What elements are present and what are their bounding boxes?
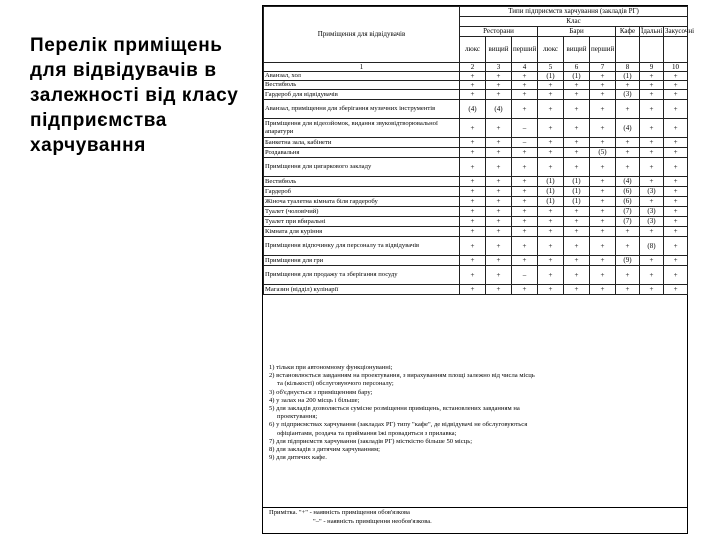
availability-cell: + xyxy=(512,158,538,177)
availability-cell: (8) xyxy=(640,237,664,256)
table-row xyxy=(264,227,688,237)
availability-cell: + xyxy=(616,148,640,158)
footnote xyxy=(263,413,687,421)
room-name: Туалет (чоловічий) xyxy=(264,207,460,217)
group-cafe: Кафе xyxy=(616,27,640,37)
availability-cell: + xyxy=(486,81,512,90)
availability-cell: + xyxy=(460,217,486,227)
availability-cell: + xyxy=(640,100,664,119)
footnote-mark: 6) xyxy=(269,421,275,429)
availability-cell: + xyxy=(640,90,664,100)
availability-cell: + xyxy=(460,72,486,81)
availability-cell: (1) xyxy=(538,197,564,207)
group-restaurants: Ресторани xyxy=(460,27,538,37)
table-row xyxy=(264,100,688,119)
availability-cell: + xyxy=(460,237,486,256)
slide-title: Перелік приміщень для відвідувачів в залежності від класу підприємства харчування xyxy=(30,35,239,156)
room-name: Жіноча туалетна кімната біля гардеробу xyxy=(264,197,460,207)
availability-cell: + xyxy=(590,138,616,148)
availability-cell: + xyxy=(640,285,664,295)
availability-cell: + xyxy=(460,177,486,187)
table-row xyxy=(264,72,688,81)
class-cell: люкс xyxy=(460,37,486,63)
availability-cell: (1) xyxy=(564,187,590,197)
availability-cell: + xyxy=(486,217,512,227)
room-name: Приміщення для продажу та зберігання посуду xyxy=(264,266,460,285)
group-snackbars: Закусочні xyxy=(665,27,695,35)
availability-cell: + xyxy=(460,266,486,285)
class-header: Клас xyxy=(460,17,688,27)
availability-cell: (1) xyxy=(616,72,640,81)
availability-cell: + xyxy=(486,119,512,138)
availability-cell: + xyxy=(640,177,664,187)
room-name: Роздавальня xyxy=(264,148,460,158)
availability-cell: + xyxy=(640,138,664,148)
table-row xyxy=(264,197,688,207)
table-row xyxy=(264,158,688,177)
class-cell: перший xyxy=(590,37,616,63)
room-name: Аванзал, приміщення для зберігання музичних інструментів xyxy=(264,100,460,119)
availability-cell: + xyxy=(460,119,486,138)
availability-cell: + xyxy=(512,100,538,119)
availability-cell: – xyxy=(512,138,538,148)
footnote-mark: 1) xyxy=(269,364,275,371)
availability-cell: + xyxy=(616,138,640,148)
availability-cell: + xyxy=(486,72,512,81)
availability-cell: + xyxy=(512,237,538,256)
rooms-table xyxy=(263,6,695,295)
availability-cell: + xyxy=(486,207,512,217)
table-row xyxy=(264,148,688,158)
col-number: 5 xyxy=(538,63,564,72)
footnote-text: проектування; xyxy=(277,413,318,421)
footnote xyxy=(263,421,687,429)
availability-cell: + xyxy=(538,256,564,266)
footnote xyxy=(263,430,687,438)
availability-cell: + xyxy=(590,237,616,256)
availability-cell: + xyxy=(538,217,564,227)
table-row xyxy=(264,177,688,187)
class-cell: вищий xyxy=(486,37,512,63)
room-name: Приміщення відпочинку для персоналу та відвідувачів xyxy=(264,237,460,256)
availability-cell: + xyxy=(512,207,538,217)
availability-cell: + xyxy=(590,72,616,81)
availability-cell: + xyxy=(564,256,590,266)
availability-cell: + xyxy=(590,81,616,90)
table-row xyxy=(264,187,688,197)
availability-cell: + xyxy=(564,138,590,148)
footnote-mark: 2) xyxy=(269,372,275,380)
availability-cell: + xyxy=(460,90,486,100)
availability-cell: (1) xyxy=(538,72,564,81)
availability-cell: + xyxy=(512,227,538,237)
room-name: Туалет при вбиральні xyxy=(264,217,460,227)
availability-cell: (4) xyxy=(460,100,486,119)
room-name: Банкетна зала, кабінети xyxy=(264,138,460,148)
availability-cell: – xyxy=(512,119,538,138)
availability-cell: + xyxy=(538,285,564,295)
availability-cell: + xyxy=(512,90,538,100)
table-row xyxy=(264,256,688,266)
availability-cell: + xyxy=(664,227,688,237)
availability-cell: + xyxy=(460,197,486,207)
footnote-mark: 5) xyxy=(269,405,275,413)
room-name: Гардероб xyxy=(264,187,460,197)
footnote-mark: 7) xyxy=(269,437,275,445)
availability-cell: + xyxy=(538,100,564,119)
footnote xyxy=(263,372,687,380)
availability-cell: + xyxy=(486,266,512,285)
availability-cell: + xyxy=(664,177,688,187)
col-number: 2 xyxy=(460,63,486,72)
availability-cell: (1) xyxy=(564,197,590,207)
availability-cell: + xyxy=(564,285,590,295)
availability-cell: + xyxy=(640,72,664,81)
footnote xyxy=(263,364,687,372)
remark-label: Примітка. xyxy=(269,509,298,516)
document-page xyxy=(262,5,695,534)
footnote xyxy=(263,438,687,446)
availability-cell: + xyxy=(486,227,512,237)
availability-cell: (6) xyxy=(616,187,640,197)
table-row xyxy=(264,266,688,285)
footnote xyxy=(263,446,687,454)
table-row xyxy=(264,119,688,138)
room-name: Гардероб для відвідувачів xyxy=(264,90,460,100)
availability-cell: + xyxy=(538,266,564,285)
availability-cell: + xyxy=(486,187,512,197)
availability-cell: (4) xyxy=(486,100,512,119)
room-column-header: Приміщення для відвідувачів xyxy=(264,7,460,63)
availability-cell: + xyxy=(664,266,688,285)
availability-cell: + xyxy=(512,177,538,187)
availability-cell: + xyxy=(538,81,564,90)
availability-cell: + xyxy=(564,100,590,119)
col-number: 3 xyxy=(486,63,512,72)
availability-cell: + xyxy=(590,158,616,177)
col-number: 8 xyxy=(616,63,640,72)
footnote-text: у підприємствах харчування (закладах РГ) типу "кафе", де відвідувачі не обслуговуються xyxy=(276,421,528,429)
class-cell xyxy=(616,37,640,63)
footnote-text: об'єднується з приміщенням бару; xyxy=(276,388,373,396)
types-header: Типи підприємств харчування (закладів РГ) xyxy=(460,7,688,17)
col-number: 7 xyxy=(590,63,616,72)
col-number: 6 xyxy=(564,63,590,72)
availability-cell: + xyxy=(512,285,538,295)
availability-cell: + xyxy=(486,197,512,207)
availability-cell: + xyxy=(512,197,538,207)
availability-cell: + xyxy=(460,138,486,148)
availability-cell: (4) xyxy=(616,177,640,187)
availability-cell: + xyxy=(640,197,664,207)
availability-cell: + xyxy=(664,119,688,138)
availability-cell: + xyxy=(590,100,616,119)
availability-cell: + xyxy=(590,227,616,237)
class-cell: люкс xyxy=(538,37,564,63)
availability-cell: + xyxy=(512,256,538,266)
room-name: Кімната для куріння xyxy=(264,227,460,237)
footnote-text: у залах на 200 місць і більше; xyxy=(276,396,360,404)
availability-cell: + xyxy=(486,148,512,158)
availability-cell: + xyxy=(640,81,664,90)
footnote-text: для закладів з дитячим харчуванням; xyxy=(276,446,380,454)
class-cell: перший xyxy=(512,37,538,63)
availability-cell: + xyxy=(664,285,688,295)
availability-cell: + xyxy=(460,256,486,266)
availability-cell: (7) xyxy=(616,217,640,227)
remark-block xyxy=(263,507,687,532)
availability-cell: + xyxy=(590,266,616,285)
availability-cell: + xyxy=(538,119,564,138)
footnote-mark: 9) xyxy=(269,454,275,462)
group-bars: Бари xyxy=(538,27,616,37)
availability-cell: + xyxy=(460,148,486,158)
availability-cell: + xyxy=(564,158,590,177)
availability-cell: + xyxy=(460,285,486,295)
footnote-text: для дитячих кафе. xyxy=(276,454,327,462)
availability-cell: + xyxy=(486,158,512,177)
availability-cell: + xyxy=(564,266,590,285)
availability-cell: + xyxy=(512,217,538,227)
availability-cell: + xyxy=(538,158,564,177)
table-row xyxy=(264,81,688,90)
availability-cell: + xyxy=(590,207,616,217)
availability-cell: + xyxy=(664,217,688,227)
room-name: Приміщення для гри xyxy=(264,256,460,266)
footnote xyxy=(263,397,687,405)
availability-cell: (5) xyxy=(590,148,616,158)
availability-cell: + xyxy=(564,119,590,138)
table-row xyxy=(264,237,688,256)
availability-cell: + xyxy=(590,217,616,227)
availability-cell: + xyxy=(564,148,590,158)
availability-cell: + xyxy=(590,197,616,207)
availability-cell: + xyxy=(590,90,616,100)
footnote-mark: 8) xyxy=(269,446,275,454)
availability-cell: + xyxy=(564,81,590,90)
footnote-mark: 4) xyxy=(269,396,275,404)
footnote xyxy=(263,380,687,388)
footnote-text: офіціантами, роздача та приймання їжі провадиться з прилавка; xyxy=(277,429,457,437)
availability-cell: (1) xyxy=(538,177,564,187)
availability-cell: + xyxy=(590,177,616,187)
availability-cell: + xyxy=(664,72,688,81)
availability-cell: + xyxy=(538,90,564,100)
availability-cell: + xyxy=(640,256,664,266)
availability-cell: + xyxy=(564,227,590,237)
availability-cell: + xyxy=(664,138,688,148)
availability-cell: (4) xyxy=(616,119,640,138)
availability-cell: + xyxy=(460,227,486,237)
availability-cell: + xyxy=(512,148,538,158)
availability-cell: + xyxy=(460,187,486,197)
availability-cell: + xyxy=(640,266,664,285)
availability-cell: + xyxy=(564,90,590,100)
availability-cell: + xyxy=(640,158,664,177)
availability-cell: (3) xyxy=(640,217,664,227)
availability-cell: (3) xyxy=(640,187,664,197)
col-number: 10 xyxy=(664,63,688,72)
footnote-mark: 3) xyxy=(269,388,275,396)
room-name: Вестибюль xyxy=(264,177,460,187)
room-name: Приміщення для цигаркового закладу xyxy=(264,158,460,177)
availability-cell: (1) xyxy=(538,187,564,197)
availability-cell: + xyxy=(486,285,512,295)
availability-cell: + xyxy=(664,158,688,177)
footnote-text: встановлюється завданням на проектування, з вирахуванням площі залежно від числа місць xyxy=(276,372,535,380)
table-row xyxy=(264,217,688,227)
class-cell xyxy=(640,37,664,63)
table-row xyxy=(264,138,688,148)
availability-cell: + xyxy=(616,266,640,285)
availability-cell: + xyxy=(664,81,688,90)
availability-cell: + xyxy=(486,90,512,100)
table-row xyxy=(264,90,688,100)
availability-cell: + xyxy=(538,227,564,237)
availability-cell: + xyxy=(538,138,564,148)
availability-cell: + xyxy=(486,256,512,266)
remark-text: "+" - наявність приміщення обов'язкова xyxy=(298,509,410,516)
availability-cell: – xyxy=(512,266,538,285)
availability-cell: (6) xyxy=(616,197,640,207)
availability-cell: + xyxy=(590,187,616,197)
table-body xyxy=(264,72,688,295)
room-name: Приміщення для відеозйомок, видання звуковідтворювальної апаратури xyxy=(264,119,460,138)
class-cell xyxy=(664,37,688,63)
availability-cell: + xyxy=(664,256,688,266)
col-number: 4 xyxy=(512,63,538,72)
availability-cell: + xyxy=(640,119,664,138)
availability-cell: + xyxy=(460,207,486,217)
group-canteens: Їдальні xyxy=(641,27,663,35)
availability-cell: + xyxy=(512,81,538,90)
availability-cell: + xyxy=(616,285,640,295)
availability-cell: + xyxy=(460,158,486,177)
room-name: Вестибюль xyxy=(264,81,460,90)
availability-cell: + xyxy=(486,237,512,256)
availability-cell: + xyxy=(564,217,590,227)
col-number: 1 xyxy=(264,63,460,72)
footnote xyxy=(263,454,687,462)
availability-cell: (3) xyxy=(616,90,640,100)
table-row xyxy=(264,207,688,217)
footnote xyxy=(263,389,687,397)
footnote xyxy=(263,405,687,413)
availability-cell: + xyxy=(616,227,640,237)
table-row xyxy=(264,285,688,295)
availability-cell: (7) xyxy=(616,207,640,217)
availability-cell: + xyxy=(664,187,688,197)
availability-cell: + xyxy=(616,100,640,119)
availability-cell: + xyxy=(538,207,564,217)
availability-cell: + xyxy=(640,227,664,237)
availability-cell: + xyxy=(664,100,688,119)
availability-cell: + xyxy=(616,158,640,177)
footnote-text: та (кількості) обслуговуючого персоналу; xyxy=(277,380,394,388)
availability-cell: + xyxy=(590,256,616,266)
footnotes xyxy=(263,364,687,462)
availability-cell: (1) xyxy=(564,177,590,187)
availability-cell: + xyxy=(640,148,664,158)
remark-line xyxy=(263,508,687,517)
footnote-text: тільки при автономному функціонуванні; xyxy=(276,364,393,371)
availability-cell: + xyxy=(460,81,486,90)
footnote-text: для закладів дозволяється сумісне розміщення приміщень, встановлених завданням на xyxy=(276,405,520,413)
availability-cell: + xyxy=(486,177,512,187)
availability-cell: + xyxy=(616,81,640,90)
remark-line: "–" - наявність приміщення необов'язкова. xyxy=(313,518,432,525)
class-cell: вищий xyxy=(564,37,590,63)
availability-cell: + xyxy=(512,187,538,197)
availability-cell: (3) xyxy=(640,207,664,217)
availability-cell: (1) xyxy=(564,72,590,81)
availability-cell: (9) xyxy=(616,256,640,266)
footnote-text: для підприємств харчування (закладів РГ) місткістю більше 50 місць; xyxy=(276,437,473,445)
availability-cell: + xyxy=(664,148,688,158)
availability-cell: + xyxy=(664,207,688,217)
availability-cell: + xyxy=(564,207,590,217)
availability-cell: + xyxy=(590,285,616,295)
availability-cell: + xyxy=(664,197,688,207)
room-name: Магазин (відділ) кулінарії xyxy=(264,285,460,295)
availability-cell: + xyxy=(512,72,538,81)
availability-cell: + xyxy=(538,148,564,158)
availability-cell: + xyxy=(538,237,564,256)
availability-cell: + xyxy=(664,90,688,100)
availability-cell: + xyxy=(616,237,640,256)
col-number: 9 xyxy=(640,63,664,72)
availability-cell: + xyxy=(664,237,688,256)
room-name: Аванзал, хол xyxy=(264,72,460,81)
availability-cell: + xyxy=(486,138,512,148)
availability-cell: + xyxy=(564,237,590,256)
availability-cell: + xyxy=(590,119,616,138)
